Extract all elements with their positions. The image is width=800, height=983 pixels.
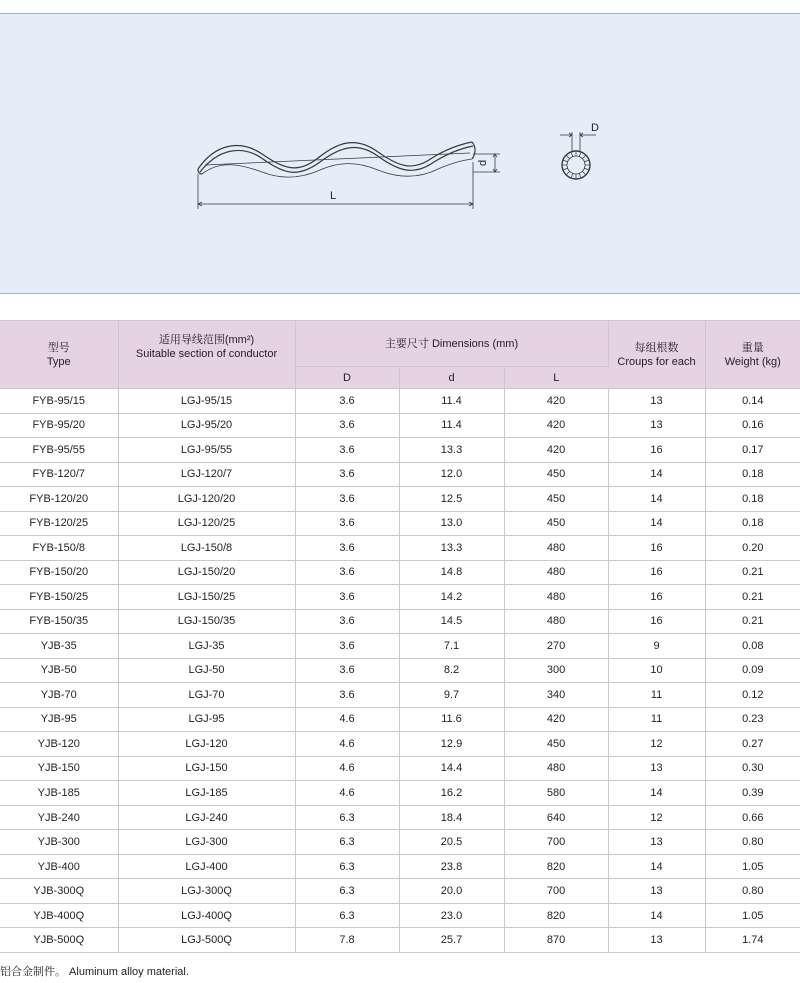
cell-groups: 16	[608, 585, 705, 610]
cell-conductor: LGJ-500Q	[118, 928, 295, 953]
cross-section-view	[562, 151, 590, 179]
cell-L: 480	[504, 609, 608, 634]
cell-weight: 0.21	[705, 585, 800, 610]
cell-groups: 12	[608, 805, 705, 830]
table-row	[0, 854, 800, 879]
cell-groups: 13	[608, 389, 705, 414]
cell-conductor: LGJ-240	[118, 805, 295, 830]
cell-weight: 0.16	[705, 413, 800, 438]
cell-conductor: LGJ-185	[118, 781, 295, 806]
cell-L: 450	[504, 732, 608, 757]
cell-L: 450	[504, 511, 608, 536]
table-row	[0, 511, 800, 536]
cell-d: 11.6	[399, 707, 504, 732]
cell-d: 12.0	[399, 462, 504, 487]
cell-D: 6.3	[295, 854, 399, 879]
cell-conductor: LGJ-150/20	[118, 560, 295, 585]
table-row	[0, 928, 800, 953]
cell-conductor: LGJ-150/35	[118, 609, 295, 634]
header-type: 型号 Type	[0, 321, 118, 389]
table-row	[0, 830, 800, 855]
cell-weight: 0.23	[705, 707, 800, 732]
cell-type: FYB-120/7	[0, 462, 118, 487]
cell-weight: 1.74	[705, 928, 800, 953]
footnote: 铝合金制件。 Aluminum alloy material.	[0, 966, 189, 978]
cell-d: 25.7	[399, 928, 504, 953]
cell-groups: 14	[608, 487, 705, 512]
cell-D: 3.6	[295, 462, 399, 487]
cell-groups: 14	[608, 781, 705, 806]
cell-type: YJB-150	[0, 756, 118, 781]
cell-type: YJB-35	[0, 634, 118, 659]
cell-weight: 0.18	[705, 487, 800, 512]
cell-d: 14.5	[399, 609, 504, 634]
table-row	[0, 438, 800, 463]
cell-L: 270	[504, 634, 608, 659]
cell-conductor: LGJ-50	[118, 658, 295, 683]
cell-D: 3.6	[295, 585, 399, 610]
cell-conductor: LGJ-150/8	[118, 536, 295, 561]
armor-rod-side-view	[198, 142, 475, 177]
cell-conductor: LGJ-120/25	[118, 511, 295, 536]
table-row	[0, 462, 800, 487]
cell-d: 7.1	[399, 634, 504, 659]
cell-type: FYB-150/20	[0, 560, 118, 585]
header-weight: 重量 Weight (kg)	[705, 321, 800, 389]
cell-weight: 0.80	[705, 879, 800, 904]
cell-d: 23.8	[399, 854, 504, 879]
d-label: d	[477, 159, 489, 166]
cell-d: 14.4	[399, 756, 504, 781]
cell-L: 640	[504, 805, 608, 830]
cell-L: 340	[504, 683, 608, 708]
cell-type: YJB-95	[0, 707, 118, 732]
cell-conductor: LGJ-95	[118, 707, 295, 732]
table-row	[0, 805, 800, 830]
cell-type: FYB-150/35	[0, 609, 118, 634]
cell-groups: 10	[608, 658, 705, 683]
cell-conductor: LGJ-150	[118, 756, 295, 781]
cell-weight: 1.05	[705, 854, 800, 879]
cell-weight: 0.20	[705, 536, 800, 561]
cell-D: 3.6	[295, 438, 399, 463]
cell-type: YJB-120	[0, 732, 118, 757]
cell-weight: 0.21	[705, 560, 800, 585]
cell-d: 12.5	[399, 487, 504, 512]
cell-groups: 16	[608, 560, 705, 585]
cell-D: 3.6	[295, 487, 399, 512]
table-row	[0, 560, 800, 585]
cell-weight: 1.05	[705, 903, 800, 928]
cell-d: 14.8	[399, 560, 504, 585]
cell-groups: 11	[608, 707, 705, 732]
spec-table	[0, 320, 800, 953]
table-row	[0, 585, 800, 610]
cell-L: 300	[504, 658, 608, 683]
cell-conductor: LGJ-150/25	[118, 585, 295, 610]
armor-rod-drawing	[0, 14, 800, 293]
cell-weight: 0.39	[705, 781, 800, 806]
cell-d: 13.3	[399, 438, 504, 463]
header-dimensions: 主要尺寸 Dimensions (mm)	[295, 321, 608, 367]
cell-conductor: LGJ-95/55	[118, 438, 295, 463]
table-row	[0, 756, 800, 781]
cell-type: YJB-300	[0, 830, 118, 855]
cell-groups: 13	[608, 830, 705, 855]
l-label: L	[330, 190, 337, 202]
cell-weight: 0.21	[705, 609, 800, 634]
cell-L: 420	[504, 389, 608, 414]
cell-D: 3.6	[295, 609, 399, 634]
table-row	[0, 879, 800, 904]
cell-weight: 0.30	[705, 756, 800, 781]
cell-d: 9.7	[399, 683, 504, 708]
cell-L: 820	[504, 903, 608, 928]
cell-groups: 13	[608, 756, 705, 781]
D-dimension	[560, 132, 596, 151]
cell-type: YJB-300Q	[0, 879, 118, 904]
cell-type: YJB-400	[0, 854, 118, 879]
cell-D: 3.6	[295, 658, 399, 683]
cell-groups: 13	[608, 413, 705, 438]
cell-conductor: LGJ-400	[118, 854, 295, 879]
cell-type: YJB-400Q	[0, 903, 118, 928]
cell-conductor: LGJ-120/20	[118, 487, 295, 512]
cell-D: 4.6	[295, 781, 399, 806]
cell-L: 450	[504, 462, 608, 487]
cell-d: 16.2	[399, 781, 504, 806]
table-row	[0, 707, 800, 732]
table-header	[0, 321, 800, 389]
cell-D: 6.3	[295, 903, 399, 928]
D-label: D	[591, 122, 599, 134]
cell-weight: 0.27	[705, 732, 800, 757]
table-row	[0, 683, 800, 708]
cell-D: 6.3	[295, 805, 399, 830]
cell-L: 870	[504, 928, 608, 953]
cell-conductor: LGJ-400Q	[118, 903, 295, 928]
cell-groups: 14	[608, 903, 705, 928]
cell-d: 20.5	[399, 830, 504, 855]
cell-D: 3.6	[295, 536, 399, 561]
cell-d: 14.2	[399, 585, 504, 610]
table-row	[0, 389, 800, 414]
cell-D: 6.3	[295, 879, 399, 904]
cell-D: 7.8	[295, 928, 399, 953]
table-row	[0, 781, 800, 806]
cell-type: FYB-95/20	[0, 413, 118, 438]
cell-groups: 9	[608, 634, 705, 659]
cell-conductor: LGJ-120/7	[118, 462, 295, 487]
cell-L: 480	[504, 585, 608, 610]
cell-type: FYB-95/55	[0, 438, 118, 463]
cell-groups: 11	[608, 683, 705, 708]
table-row	[0, 658, 800, 683]
cell-type: YJB-240	[0, 805, 118, 830]
cell-L: 700	[504, 879, 608, 904]
header-groups: 每组根数 Croups for each	[608, 321, 705, 389]
cell-L: 580	[504, 781, 608, 806]
cell-L: 420	[504, 707, 608, 732]
cell-groups: 16	[608, 536, 705, 561]
cell-type: YJB-185	[0, 781, 118, 806]
cell-groups: 13	[608, 879, 705, 904]
cell-L: 420	[504, 413, 608, 438]
cell-D: 3.6	[295, 683, 399, 708]
cell-d: 18.4	[399, 805, 504, 830]
table-row	[0, 413, 800, 438]
cell-L: 450	[504, 487, 608, 512]
cell-d: 11.4	[399, 413, 504, 438]
cell-L: 480	[504, 756, 608, 781]
table-row	[0, 732, 800, 757]
cell-type: YJB-70	[0, 683, 118, 708]
cell-type: FYB-95/15	[0, 389, 118, 414]
cell-D: 4.6	[295, 707, 399, 732]
cell-D: 3.6	[295, 511, 399, 536]
header-dim-D: D	[295, 367, 399, 389]
header-dim-d: d	[399, 367, 504, 389]
cell-L: 820	[504, 854, 608, 879]
cell-L: 420	[504, 438, 608, 463]
cell-D: 4.6	[295, 756, 399, 781]
cell-conductor: LGJ-95/20	[118, 413, 295, 438]
cell-groups: 14	[608, 511, 705, 536]
cell-d: 13.0	[399, 511, 504, 536]
cell-d: 23.0	[399, 903, 504, 928]
cell-conductor: LGJ-70	[118, 683, 295, 708]
cell-type: YJB-500Q	[0, 928, 118, 953]
cell-conductor: LGJ-35	[118, 634, 295, 659]
table-body	[0, 389, 800, 953]
cell-type: FYB-150/25	[0, 585, 118, 610]
cell-groups: 14	[608, 462, 705, 487]
header-conductor: 适用导线范围(mm²) Suitable section of conductor	[118, 321, 295, 389]
diagram-panel	[0, 13, 800, 294]
cell-weight: 0.66	[705, 805, 800, 830]
cell-type: FYB-120/25	[0, 511, 118, 536]
table-row	[0, 536, 800, 561]
cell-D: 3.6	[295, 560, 399, 585]
cell-weight: 0.12	[705, 683, 800, 708]
cell-conductor: LGJ-300Q	[118, 879, 295, 904]
cell-conductor: LGJ-120	[118, 732, 295, 757]
cell-weight: 0.18	[705, 511, 800, 536]
table-row	[0, 609, 800, 634]
cell-groups: 16	[608, 609, 705, 634]
header-dim-L: L	[504, 367, 608, 389]
cell-L: 480	[504, 536, 608, 561]
cell-weight: 0.14	[705, 389, 800, 414]
cell-weight: 0.17	[705, 438, 800, 463]
cell-D: 6.3	[295, 830, 399, 855]
cell-D: 4.6	[295, 732, 399, 757]
cell-L: 700	[504, 830, 608, 855]
cell-d: 8.2	[399, 658, 504, 683]
cell-d: 20.0	[399, 879, 504, 904]
cell-groups: 14	[608, 854, 705, 879]
cell-D: 3.6	[295, 634, 399, 659]
cell-weight: 0.09	[705, 658, 800, 683]
cell-conductor: LGJ-300	[118, 830, 295, 855]
cell-groups: 16	[608, 438, 705, 463]
cell-weight: 0.18	[705, 462, 800, 487]
cell-D: 3.6	[295, 413, 399, 438]
cell-L: 480	[504, 560, 608, 585]
cell-groups: 12	[608, 732, 705, 757]
cell-groups: 13	[608, 928, 705, 953]
table-row	[0, 487, 800, 512]
cell-d: 13.3	[399, 536, 504, 561]
cell-conductor: LGJ-95/15	[118, 389, 295, 414]
cell-weight: 0.80	[705, 830, 800, 855]
cell-d: 12.9	[399, 732, 504, 757]
table-row	[0, 903, 800, 928]
cell-type: FYB-150/8	[0, 536, 118, 561]
table-row	[0, 634, 800, 659]
cell-weight: 0.08	[705, 634, 800, 659]
cell-type: YJB-50	[0, 658, 118, 683]
cell-type: FYB-120/20	[0, 487, 118, 512]
cell-d: 11.4	[399, 389, 504, 414]
cell-D: 3.6	[295, 389, 399, 414]
